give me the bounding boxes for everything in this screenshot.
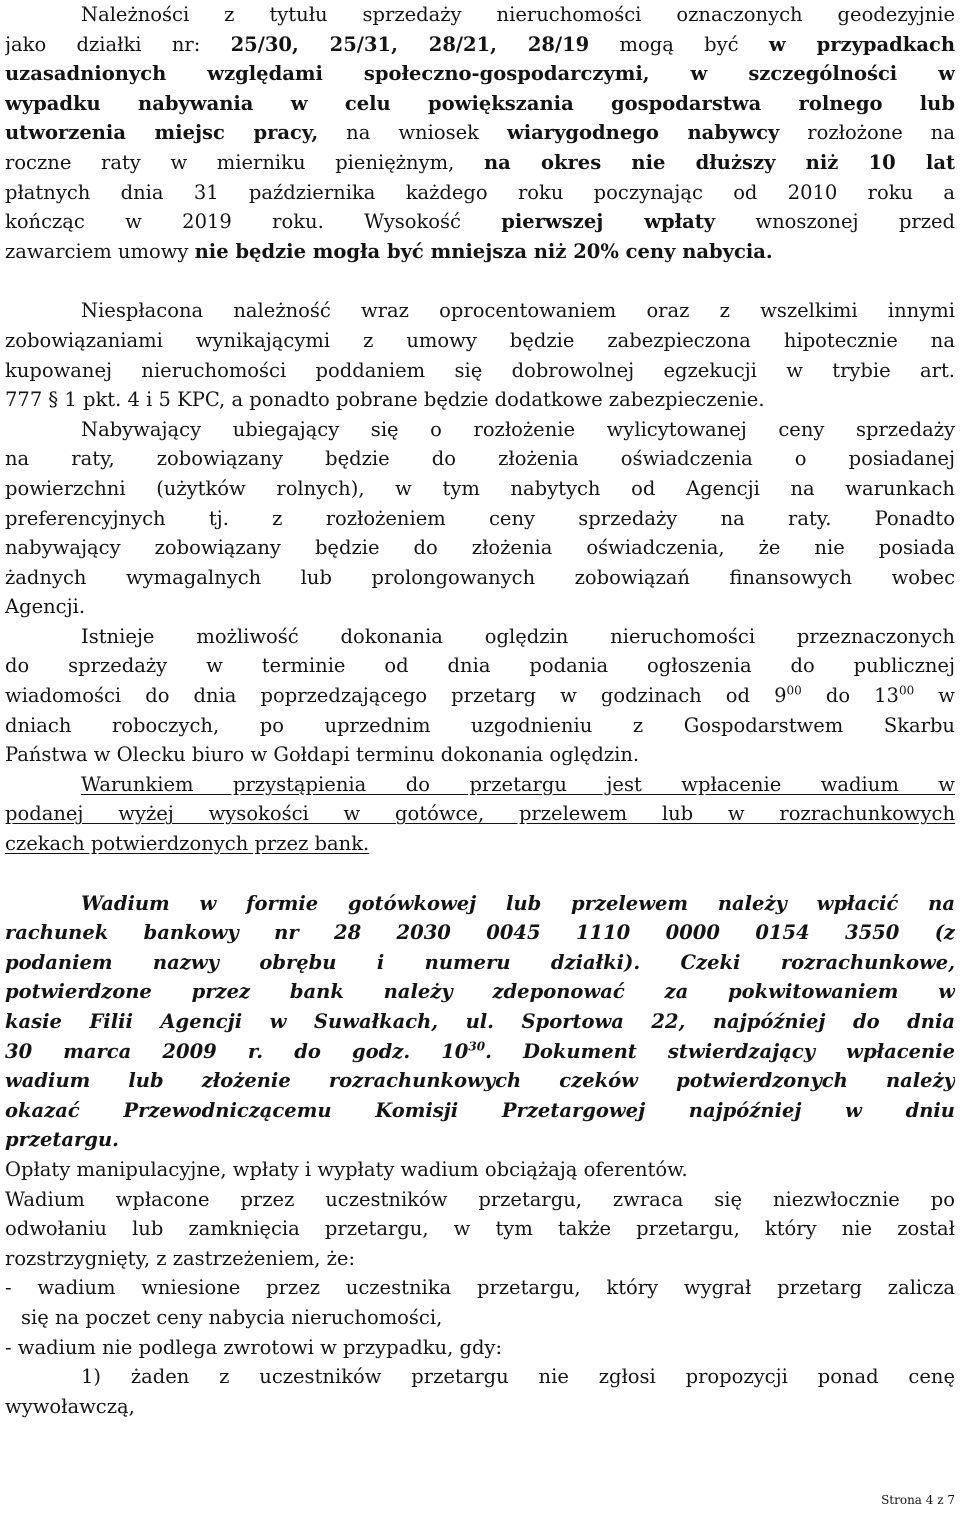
text-line: Opłaty manipulacyjne, wpłaty i wypłaty wadium obciążają oferentów. [5,1157,688,1181]
paragraph-refund [5,1185,955,1274]
text-line: na raty, zobowiązany będzie do złożenia oświadczenia o posiadanej [5,447,955,471]
paragraph-fees [5,1155,955,1185]
text-line: utworzenia miejsc pracy, na wniosek wiarygodnego nabywcy rozłożone na [5,121,955,145]
text-line: Istnieje możliwość dokonania oględzin nieruchomości przeznaczonych [81,624,955,648]
text-line [5,59,955,89]
text-line: Należności z tytułu sprzedaży nieruchomości oznaczonych geodezyjnie [81,3,955,26]
text-line: przetargu. [5,1128,119,1152]
text-line: nabywający zobowiązany będzie do złożenia oświadczenia, że nie posiada [5,536,955,560]
text-line: zawarciem umowy nie będzie mogła być mniejsza niż 20% ceny nabycia. [5,239,773,263]
document-page [5,0,955,1421]
text-line: kończąc w 2019 roku. Wysokość pierwszej wpłaty wnoszonej przed [5,210,955,234]
underlined-text: Warunkiem przystąpienia do przetargu jest wpłacenie wadium w [81,772,955,796]
underlined-text: podanej wyżej wysokości w gotówce, przelewem lub w rozrachunkowych [5,802,955,826]
bold-text: w przypadkach [768,32,955,56]
text-line: rozstrzygnięty, z zastrzeżeniem, że: [5,1246,356,1270]
text-line: kupowanej nieruchomości poddaniem się dobrowolnej egzekucji w trybie art. [5,358,955,382]
refund-conditions-list [5,1273,955,1421]
paragraph-deposit-condition [5,770,955,859]
numbered-item: 1) żaden z uczestników przetargu nie zgłosi propozycji ponad cenę [81,1365,955,1389]
text-line: kasie Filii Agencji w Suwałkach, ul. Sportowa 22, najpóźniej do dnia [5,1010,955,1033]
text-line [5,89,955,119]
bold-text: na okres nie dłuższy niż 10 lat [483,150,955,174]
bold-text: pierwszej wpłaty [501,210,716,234]
text-line [5,799,955,829]
superscript: 00 [786,683,802,698]
text-line: odwołaniu lub zamknięcia przetargu, w tym także przetargu, który nie został [5,1217,955,1241]
text-line: Nabywający ubiegający się o rozłożenie wylicytowanej ceny sprzedaży [81,417,955,441]
bold-text: utworzenia miejsc pracy, [5,121,319,145]
text-line: zobowiązaniami wynikającymi z umowy będzie zabezpieczona hipotecznie na [5,328,955,352]
superscript: 00 [898,683,915,698]
text-line: podaniem nazwy obrębu i numeru działki). Czeki rozrachunkowe, [5,950,955,974]
text-line: 30 marca 2009 r. do godz. $10^{30}$. Dokument stwierdzający wpłacenie [5,1039,955,1063]
bold-text: wypadku nabywania w celu powiększania gospodarstwa rolnego lub [5,91,955,115]
text-line: do sprzedaży w terminie od dnia podania ogłoszenia do publicznej [5,654,955,678]
text-line: Państwa w Olecku biuro w Gołdapi terminu dokonania oględzin. [5,743,640,767]
bold-text: nie będzie mogła być mniejsza niż 20% ceny nabycia. [194,239,773,263]
list-item: - wadium wniesione przez uczestnika przetargu, który wygrał przetarg zalicza [5,1276,955,1300]
page-number: Strona 4 z 7 [881,1493,955,1507]
bold-text: wiarygodnego nabywcy [506,121,780,145]
bold-text: 25/30, 25/31, 28/21, 28/19 [230,32,590,56]
text-line: żadnych wymagalnych lub prolongowanych zobowiązań finansowych wobec [5,565,955,589]
text-line [5,770,955,800]
text-line: okazać Przewodniczącemu Komisji Przetargowej najpóźniej w dniu [5,1098,955,1122]
bold-text: uzasadnionych względami społeczno-gospodarczymi, w szczególności w [5,62,955,86]
paragraph-inspection [5,622,955,770]
text-line: wiadomości do dnia poprzedzającego przetarg w godzinach od $9^{00}$ do $13^{00}$ w [5,683,955,708]
paragraph-deposit-payment [5,889,955,1155]
text-line: rachunek bankowy nr 28 2030 0045 1110 0000 0154 3550 (z [5,921,955,945]
paragraph-installments [5,0,955,266]
text-line [5,829,955,859]
underlined-text: czekach potwierdzonych przez bank. [5,832,370,856]
paragraph-mortgage [5,296,955,414]
text-line: Niespłacona należność wraz oprocentowaniem oraz z wszelkimi innymi [81,299,955,323]
text-line: Wadium wpłacone przez uczestników przetargu, zwraca się niezwłocznie po [5,1187,955,1211]
text-line: roczne raty w mierniku pieniężnym, na okres nie dłuższy niż 10 lat [5,150,955,174]
numbered-item-continuation: wywoławczą, [5,1394,135,1418]
text-line: jako działki nr: 25/30, 25/31, 28/21, 28/19 mogą być w przypadkach [5,32,955,56]
superscript: 30 [468,1039,486,1054]
text-line: preferencyjnych tj. z rozłożeniem ceny sprzedaży na raty. Ponadto [5,506,955,530]
text-line: 777 § 1 pkt. 4 i 5 KPC, a ponadto pobrane będzie dodatkowe zabezpieczenie. [5,388,765,412]
list-item: - wadium nie podlega zwrotowi w przypadku, gdy: [5,1335,503,1359]
text-line: potwierdzone przez bank należy zdeponować za pokwitowaniem w [5,980,955,1004]
text-line: powierzchni (użytków rolnych), w tym nabytych od Agencji na warunkach [5,476,955,500]
text-line: wadium lub złożenie rozrachunkowych czeków potwierdzonych należy [5,1069,955,1093]
text-line: dniach roboczych, po uprzednim uzgodnieniu z Gospodarstwem Skarbu [5,713,955,737]
text-line: płatnych dnia 31 października każdego roku poczynając od 2010 roku a [5,180,955,204]
list-item-continuation: się na poczet ceny nabycia nieruchomości, [21,1305,443,1329]
paragraph-declaration [5,415,955,622]
text-line: Agencji. [5,595,86,619]
text-line: Wadium w formie gotówkowej lub przelewem należy wpłacić na [81,891,955,915]
